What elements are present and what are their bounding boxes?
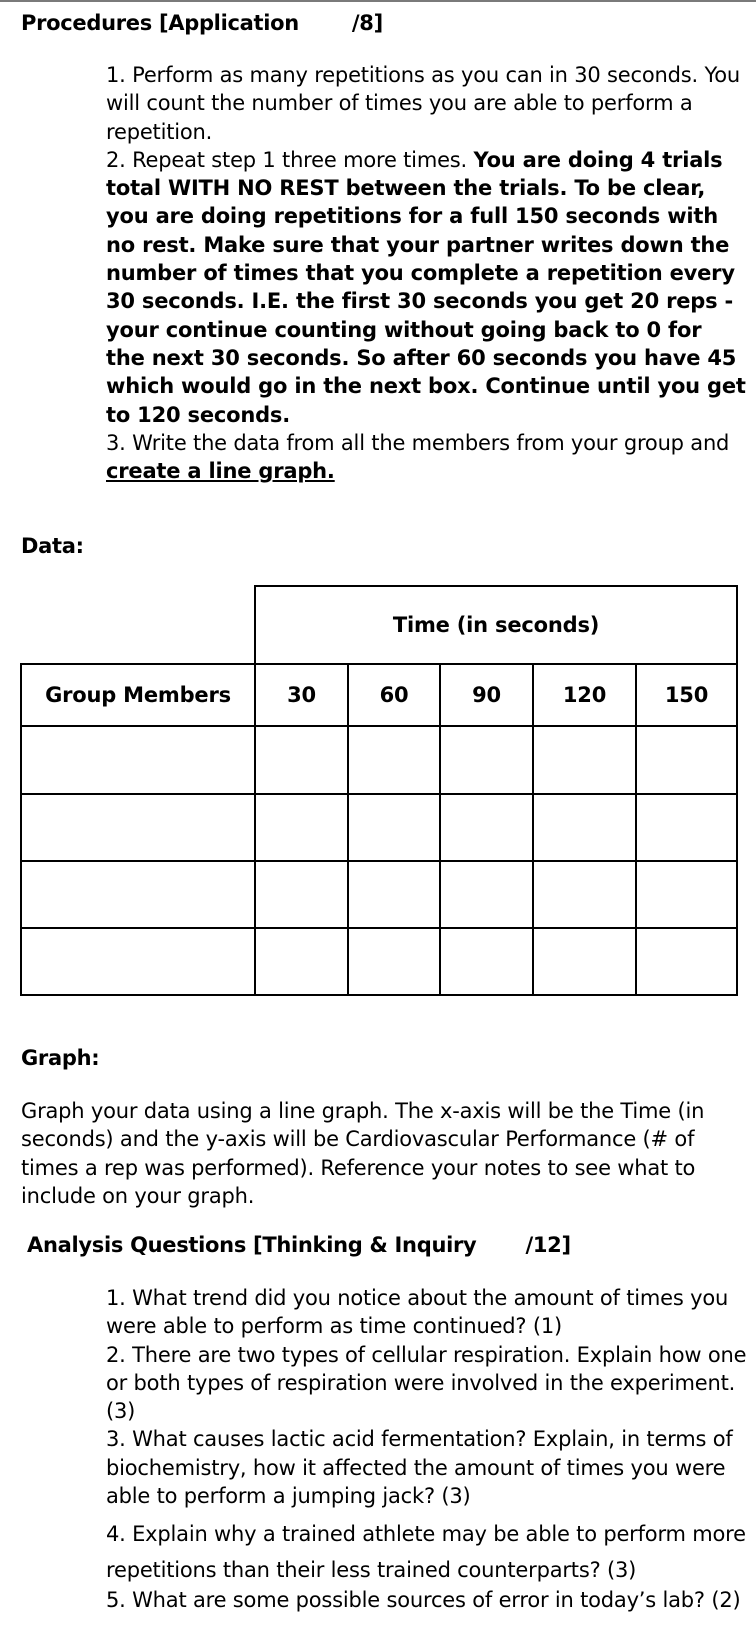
table-line — [347, 663, 349, 996]
table-line — [254, 585, 738, 587]
analysis-questions — [106, 1284, 751, 1615]
table-line — [532, 663, 534, 996]
table-line — [20, 663, 738, 665]
analysis-question-4: 4. Explain why a trained athlete may be able to perform more repetitions than their less trained counterparts? (3) — [106, 1522, 746, 1583]
procedures-heading — [21, 11, 383, 35]
table-row — [22, 727, 254, 793]
data-heading: Data: — [21, 534, 84, 558]
procedure-step-3-emphasis: create a line graph. — [106, 459, 335, 484]
procedures-heading-label: Procedures [Application — [21, 11, 299, 35]
graph-heading: Graph: — [21, 1046, 100, 1070]
procedure-step-2-text: 2. Repeat step 1 three more times. — [106, 147, 474, 172]
analysis-question-1: 1. What trend did you notice about the amount of times you were able to perform as time continued? (1) — [106, 1286, 729, 1339]
table-row — [22, 929, 254, 994]
time-header: Time (in seconds) — [392, 613, 600, 637]
time-column-header: 30 — [287, 683, 316, 707]
procedure-step-1: 1. Perform as many repetitions as you can in 30 seconds. You will count the number of times you are able to perform a repetition. — [106, 63, 741, 144]
procedure-step-2-emphasis: You are doing 4 trials total WITH NO REST between the trials. To be clear, you are doing repetitions for a full 150 seconds with no rest. Make sure that your partner writes down the number of times that you complete a repetition every 30 seconds. I.E. the first 30 seconds you get 20 reps - your continue counting without going back to 0 for the next 30 seconds. So after 60 seconds you have 45 which would go in the next box. Continue until you get to 120 seconds. — [106, 147, 746, 427]
procedures-score: /8] — [351, 11, 383, 35]
table-line — [254, 585, 256, 996]
analysis-score: /12] — [525, 1233, 571, 1257]
analysis-question-5: 5. What are some possible sources of error in today’s lab? (2) — [106, 1588, 741, 1613]
table-line — [20, 994, 738, 996]
analysis-question-3: 3. What causes lactic acid fermentation? Explain, in terms of biochemistry, how it affected the amount of times you were able to perform a jumping jack? (3) — [106, 1427, 733, 1509]
time-column-header: 90 — [472, 683, 501, 707]
group-members-header: Group Members — [45, 683, 231, 707]
analysis-heading — [27, 1233, 571, 1257]
procedures-steps — [106, 61, 746, 485]
table-row — [22, 795, 254, 860]
top-rule — [0, 0, 756, 2]
analysis-heading-label: Analysis Questions [Thinking & Inquiry — [27, 1233, 477, 1257]
table-line — [439, 663, 441, 996]
table-line — [635, 663, 637, 996]
analysis-question-2: 2. There are two types of cellular respiration. Explain how one or both types of respiration were involved in the experiment. (3) — [106, 1342, 747, 1424]
procedure-step-3-text: 3. Write the data from all the members from your group and — [106, 430, 730, 455]
procedure-step-2 — [106, 146, 746, 429]
graph-instructions: Graph your data using a line graph. The x-axis will be the Time (in seconds) and the y-axis will be Cardiovascular Performance (# of times a rep was performed). Reference your notes to see what to include on your graph. — [21, 1099, 705, 1208]
time-column-header: 150 — [664, 683, 709, 707]
table-line — [736, 585, 738, 996]
table-row — [22, 862, 254, 927]
time-column-header: 120 — [562, 683, 607, 707]
time-column-header: 60 — [379, 683, 409, 707]
procedure-step-3 — [106, 429, 746, 486]
